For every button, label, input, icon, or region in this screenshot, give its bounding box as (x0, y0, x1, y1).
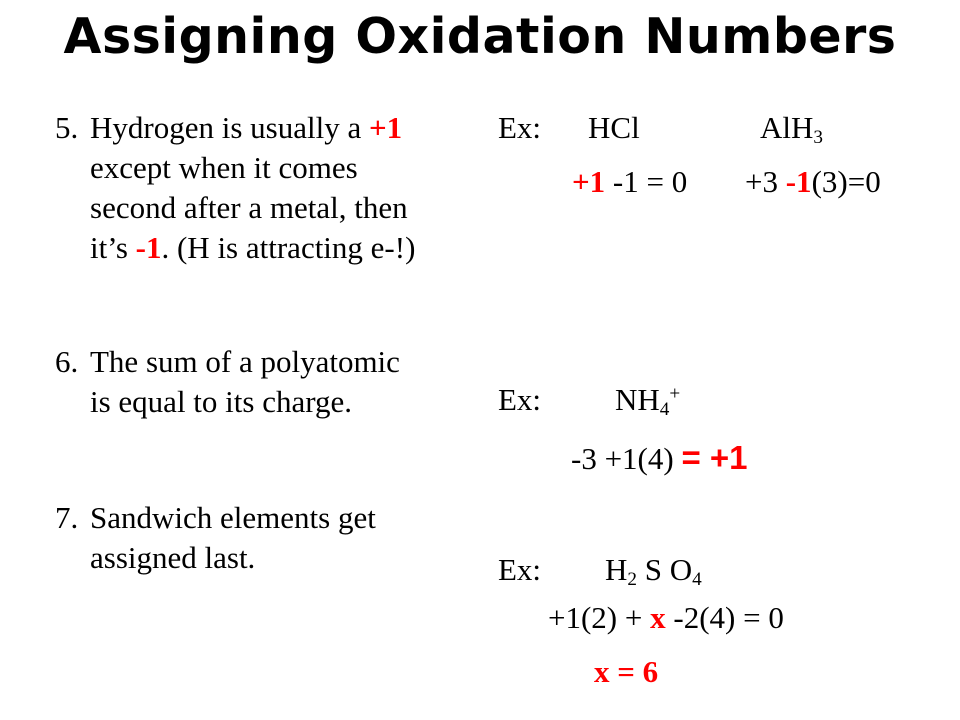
example-2-calc: -3 +1(4) = +1 (571, 439, 748, 476)
example-1-compound-hcl: HCl (588, 110, 640, 145)
rule-5-line-4: it’s -1. (H is attracting e-!) (90, 230, 416, 265)
rule-7-line-1: Sandwich elements get (90, 500, 376, 535)
example-1-calc-hcl: +1 -1 = 0 (572, 164, 688, 199)
rule-7-line-2: assigned last. (90, 540, 256, 575)
example-2-label: Ex: (498, 382, 542, 417)
rule-6-line-2: is equal to its charge. (90, 384, 353, 419)
rule-6-line-1: The sum of a polyatomic (90, 344, 400, 379)
rule-5-line-3: second after a metal, then (90, 190, 408, 225)
rule-5-line-2: except when it comes (90, 150, 358, 185)
rule-5-number: 5. (55, 110, 79, 145)
example-2-formula: $NH_4^+$ (615, 382, 681, 420)
rule-6-number: 6. (55, 344, 79, 379)
example-3-label: Ex: (498, 552, 542, 587)
example-3-calc: +1(2) + x -2(4) = 0 (548, 600, 784, 635)
page-title: Assigning Oxidation Numbers (63, 8, 897, 65)
example-3-formula: $H_2$ S $O_4$ (605, 552, 702, 590)
example-1-label: Ex: (498, 110, 542, 145)
rule-7-number: 7. (55, 500, 79, 535)
rule-5-line-1: Hydrogen is usually a +1 (90, 110, 403, 145)
example-1-calc-alh3: +3 -1(3)=0 (745, 164, 881, 199)
example-3-answer: x = 6 (594, 654, 659, 689)
example-1-compound-alh3: AlH$_3$ (760, 110, 823, 148)
